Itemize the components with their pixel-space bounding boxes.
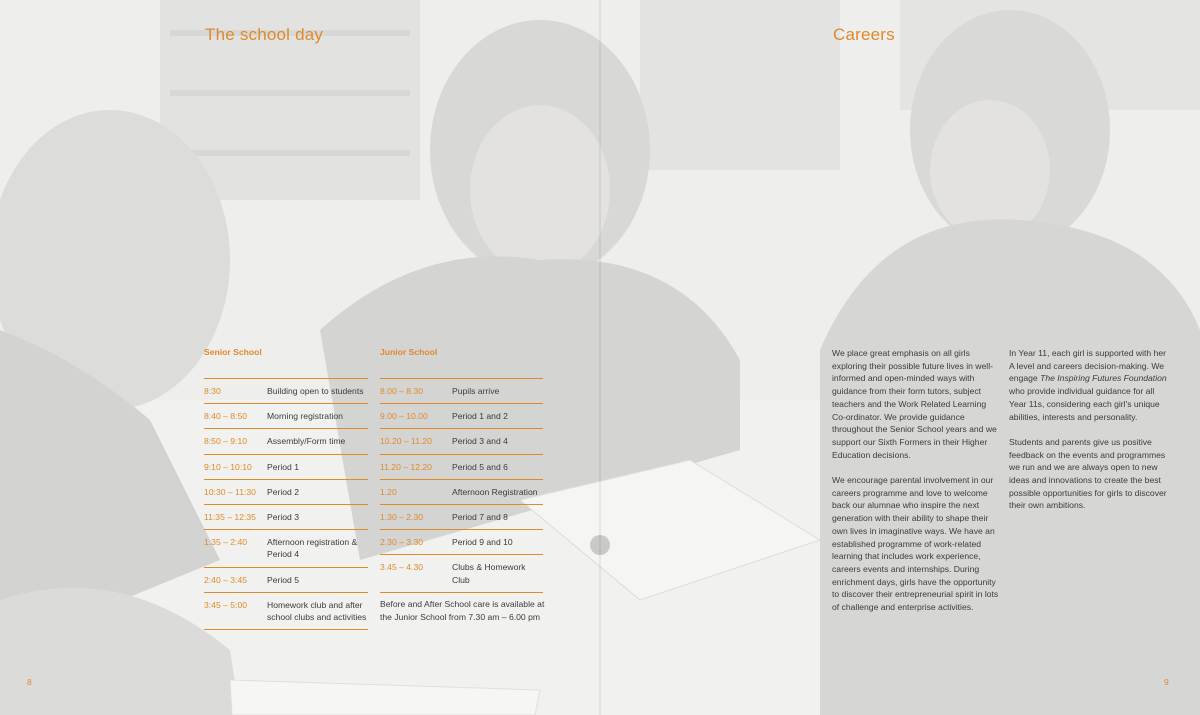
timetable-row	[204, 567, 368, 592]
year11-text-start: In Year 11, each girl is supported with her A level and careers decision-making. We engage	[1009, 348, 1167, 384]
time-cell: 2:40 – 3:45	[204, 574, 248, 585]
timetable-row	[204, 529, 368, 566]
time-cell: 8.00 – 8.30	[380, 386, 424, 396]
activity-cell: Period 5 and 6	[452, 461, 508, 472]
activity-cell: Period 3 and 4	[452, 436, 508, 447]
timetable-row	[204, 479, 368, 504]
time-cell: 3.45 – 4.30	[380, 562, 424, 573]
timetable-row	[204, 504, 368, 529]
careers-paragraph-feedback: Students and parents give us positive feedback on the events and programmes we run and we are always open to new ideas and innovations to create the best possible opportunities for girls to discover their own ambitions.	[1009, 436, 1167, 511]
activity-cell: Afternoon Registration	[452, 486, 538, 497]
junior-school-heading: Junior School	[380, 347, 438, 357]
junior-school-timetable	[380, 345, 543, 593]
timetable-row	[380, 428, 543, 453]
careers-column-1	[832, 347, 1000, 626]
page-spine	[599, 0, 601, 715]
foundation-name: The Inspiring Futures Foundation	[1040, 373, 1167, 384]
time-cell: 1.20	[380, 486, 397, 497]
timetable-row	[204, 378, 368, 403]
timetable-row	[204, 592, 368, 630]
activity-cell: Pupils arrive	[452, 386, 500, 396]
timetable-row	[204, 428, 368, 453]
careers-column-2	[1009, 347, 1169, 525]
activity-cell: Clubs & Homework Club	[452, 562, 526, 585]
timetable-row	[204, 454, 368, 479]
activity-cell: Period 3	[267, 512, 300, 523]
timetable-row	[380, 378, 543, 403]
timetable-row	[204, 403, 368, 428]
activity-cell: Morning registration	[267, 411, 343, 422]
time-cell: 8:40 – 8:50	[204, 411, 248, 422]
year11-text-end: who provide individual guidance for all Year 11s, considering each girl's unique abilities, interests and personality.	[1009, 386, 1160, 422]
time-cell: 1:35 – 2:40	[204, 537, 248, 548]
careers-title: Careers	[833, 25, 895, 44]
activity-cell: Building open to students	[267, 386, 364, 396]
time-cell: 9.00 – 10.00	[380, 411, 428, 422]
junior-care-note: Before and After School care is available at the Junior School from 7.30 am – 6.00 pm	[380, 599, 545, 622]
activity-cell: Period 9 and 10	[452, 537, 513, 548]
activity-cell: Assembly/Form time	[267, 436, 346, 447]
time-cell: 10.20 – 11.20	[380, 436, 432, 447]
time-cell: 11:35 – 12:35	[204, 512, 256, 523]
page-number-left: 8	[27, 677, 32, 687]
activity-cell: Period 5	[267, 574, 300, 585]
time-cell: 8:30	[204, 386, 221, 396]
senior-school-heading: Senior School	[204, 347, 262, 357]
timetable-row	[380, 479, 543, 504]
timetable-row	[380, 454, 543, 479]
careers-paragraph: We encourage parental involvement in our careers programme and love to welcome back our alumnae who inspire the next generation with their ability to shape their own lives in imaginative ways. We have an established programme of work-related learning that includes work experience, careers events and internships. During enrichment days, girls have the opportunity to discover their entrepreneurial spirit in lots of challenge and enterprise activities.	[832, 475, 999, 613]
activity-cell: Period 1 and 2	[452, 411, 508, 422]
activity-cell: Homework club and after school clubs and activities	[267, 599, 367, 623]
time-cell: 1.30 – 2.30	[380, 512, 424, 523]
activity-cell: Period 1	[267, 461, 300, 472]
activity-cell: Period 2	[267, 486, 300, 497]
time-cell: 11.20 – 12.20	[380, 461, 432, 472]
time-cell: 8:50 – 9:10	[204, 436, 248, 447]
careers-paragraph: We place great emphasis on all girls exploring their possible future lives in well-informed and open-minded ways with guidance from their form tutors, subject teachers and the Work Related Learning Co-ordinator. We provide guidance throughout the Senior School years and we support our Sixth Formers in their Higher Education decisions.	[832, 348, 997, 460]
school-day-title: The school day	[205, 25, 324, 44]
timetable-row	[380, 554, 543, 592]
activity-cell: Period 7 and 8	[452, 512, 508, 523]
careers-paragraph-year11	[1009, 347, 1169, 423]
time-cell: 9:10 – 10:10	[204, 461, 252, 472]
senior-school-timetable	[204, 345, 368, 630]
timetable-row	[380, 504, 543, 529]
time-cell: 3:45 – 5:00	[204, 599, 248, 610]
timetable-row	[380, 529, 543, 554]
timetable-row	[380, 403, 543, 428]
time-cell: 10:30 – 11:30	[204, 486, 256, 497]
page-number-right: 9	[1164, 677, 1169, 687]
time-cell: 2.30 – 3.30	[380, 537, 424, 548]
activity-cell: Afternoon registration & Period 4	[267, 537, 358, 560]
